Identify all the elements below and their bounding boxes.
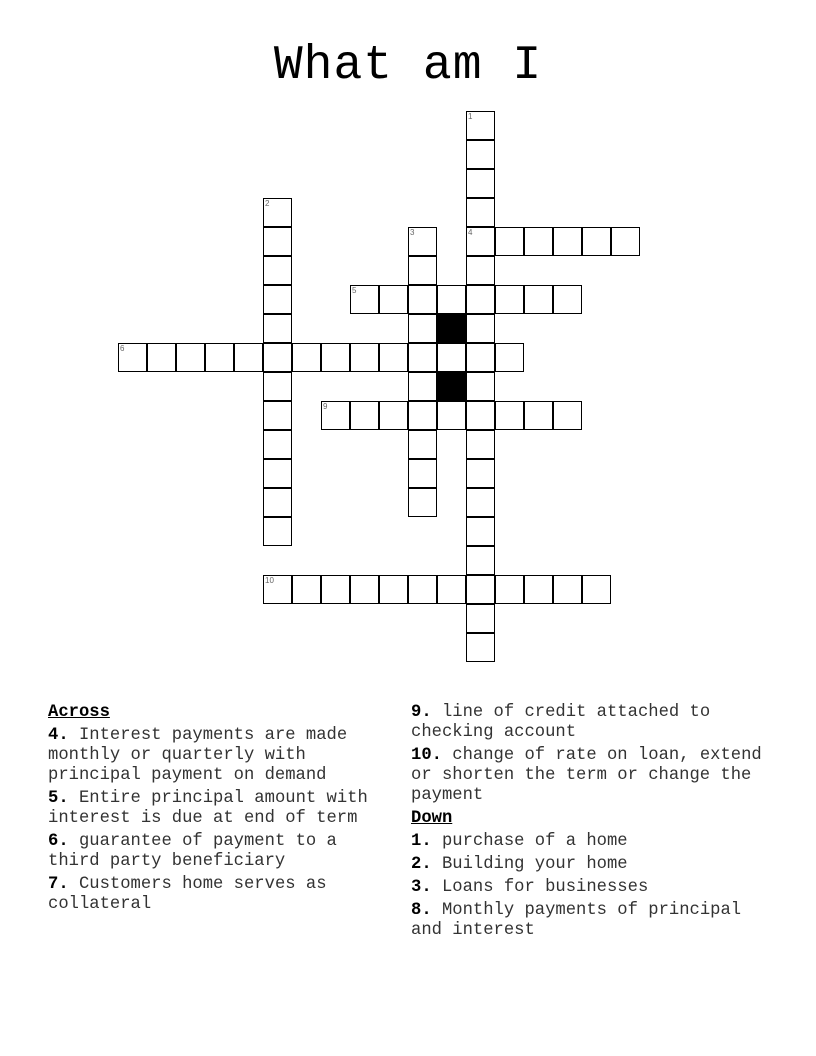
grid-cell[interactable]	[466, 459, 495, 488]
grid-cell[interactable]	[263, 488, 292, 517]
grid-cell[interactable]	[263, 459, 292, 488]
grid-cell[interactable]	[524, 227, 553, 256]
clue-across-5	[48, 789, 393, 829]
grid-cell[interactable]	[466, 198, 495, 227]
grid-cell[interactable]	[408, 575, 437, 604]
grid-cell[interactable]	[466, 343, 495, 372]
grid-cell[interactable]	[379, 401, 408, 430]
clue-number: 9.	[411, 703, 432, 722]
cell-number: 4	[468, 228, 473, 237]
grid-cell[interactable]	[437, 575, 466, 604]
grid-cell[interactable]	[379, 285, 408, 314]
grid-cell[interactable]	[408, 256, 437, 285]
grid-cell[interactable]	[466, 488, 495, 517]
clue-text: Monthly payments of principal and interest	[411, 901, 742, 940]
grid-cell[interactable]	[408, 285, 437, 314]
clue-text: guarantee of payment to a third party beneficiary	[48, 832, 337, 871]
grid-cell[interactable]	[408, 314, 437, 343]
grid-cell[interactable]	[553, 227, 582, 256]
cell-number: 5	[352, 286, 357, 295]
cell-number: 9	[323, 402, 328, 411]
grid-cell[interactable]	[379, 343, 408, 372]
grid-cell[interactable]	[292, 343, 321, 372]
clue-number: 1.	[411, 832, 432, 851]
clue-text: Loans for businesses	[441, 878, 649, 897]
clue-text: change of rate on loan, extend or shorten the term or change the payment	[411, 746, 762, 805]
clue-text: Interest payments are made monthly or quarterly with principal payment on demand	[48, 726, 348, 785]
grid-cell[interactable]	[350, 343, 379, 372]
grid-cell[interactable]	[553, 401, 582, 430]
clue-down-2	[411, 855, 781, 875]
clue-number: 10.	[411, 746, 442, 765]
grid-cell[interactable]	[466, 401, 495, 430]
grid-cell[interactable]	[524, 575, 553, 604]
grid-cell[interactable]	[466, 575, 495, 604]
grid-cell[interactable]	[466, 256, 495, 285]
clue-text: Building your home	[441, 855, 628, 874]
cell-number: 3	[410, 228, 415, 237]
grid-cell[interactable]	[466, 111, 495, 140]
grid-cell[interactable]	[466, 430, 495, 459]
cell-number: 10	[265, 576, 274, 585]
grid-cell[interactable]	[350, 285, 379, 314]
grid-cell[interactable]	[350, 575, 379, 604]
grid-block	[437, 314, 466, 343]
grid-cell[interactable]	[582, 227, 611, 256]
grid-cell[interactable]	[263, 575, 292, 604]
grid-cell[interactable]	[408, 401, 437, 430]
grid-cell[interactable]	[263, 401, 292, 430]
grid-cell[interactable]	[524, 285, 553, 314]
grid-cell[interactable]	[263, 314, 292, 343]
clues-left-column	[48, 703, 393, 918]
grid-cell[interactable]	[263, 517, 292, 546]
grid-cell[interactable]	[263, 198, 292, 227]
grid-cell[interactable]	[495, 401, 524, 430]
grid-cell[interactable]	[321, 575, 350, 604]
grid-cell[interactable]	[495, 343, 524, 372]
grid-cell[interactable]	[263, 227, 292, 256]
grid-cell[interactable]	[437, 285, 466, 314]
grid-cell[interactable]	[408, 343, 437, 372]
cell-number: 6	[120, 344, 125, 353]
clue-number: 8.	[411, 901, 432, 920]
clue-number: 6.	[48, 832, 69, 851]
clue-number: 3.	[411, 878, 432, 897]
grid-cell[interactable]	[263, 343, 292, 372]
grid-cell[interactable]	[466, 285, 495, 314]
grid-cell[interactable]	[495, 227, 524, 256]
grid-cell[interactable]	[524, 401, 553, 430]
grid-cell[interactable]	[466, 372, 495, 401]
grid-cell[interactable]	[437, 343, 466, 372]
grid-cell[interactable]	[408, 459, 437, 488]
grid-cell[interactable]	[147, 343, 176, 372]
grid-cell[interactable]	[495, 285, 524, 314]
grid-cell[interactable]	[118, 343, 147, 372]
clue-number: 2.	[411, 855, 432, 874]
clues-right-column	[411, 703, 781, 944]
clue-down-3	[411, 878, 781, 898]
grid-cell[interactable]	[408, 227, 437, 256]
clue-across-4	[48, 726, 393, 786]
clue-number: 5.	[48, 789, 69, 808]
clue-text: purchase of a home	[441, 832, 628, 851]
clue-down-1	[411, 832, 781, 852]
down-heading: Down	[411, 809, 453, 828]
clue-text: Entire principal amount with interest is due at end of term	[48, 789, 368, 828]
grid-cell[interactable]	[263, 372, 292, 401]
clue-across-6	[48, 832, 393, 872]
grid-cell[interactable]	[466, 604, 495, 633]
grid-cell[interactable]	[582, 575, 611, 604]
grid-cell[interactable]	[205, 343, 234, 372]
grid-cell[interactable]	[495, 575, 524, 604]
cell-number: 1	[468, 112, 473, 121]
grid-cell[interactable]	[292, 575, 321, 604]
clue-down-8	[411, 901, 781, 941]
grid-cell[interactable]	[466, 517, 495, 546]
grid-cell[interactable]	[350, 401, 379, 430]
grid-cell[interactable]	[466, 633, 495, 662]
clue-across-7	[48, 875, 393, 915]
grid-cell[interactable]	[263, 256, 292, 285]
clue-text: line of credit attached to checking account	[411, 703, 711, 742]
clue-number: 7.	[48, 875, 69, 894]
grid-cell[interactable]	[408, 488, 437, 517]
grid-cell[interactable]	[466, 314, 495, 343]
grid-block	[437, 372, 466, 401]
grid-cell[interactable]	[408, 430, 437, 459]
grid-cell[interactable]	[263, 285, 292, 314]
grid-cell[interactable]	[321, 343, 350, 372]
clue-text: Customers home serves as collateral	[48, 875, 327, 914]
grid-cell[interactable]	[553, 285, 582, 314]
page-title: What am I	[273, 39, 543, 93]
cell-number: 2	[265, 199, 270, 208]
clue-across-10	[411, 746, 781, 806]
grid-cell[interactable]	[263, 430, 292, 459]
grid-cell[interactable]	[466, 227, 495, 256]
grid-cell[interactable]	[466, 546, 495, 575]
grid-cell[interactable]	[408, 372, 437, 401]
grid-cell[interactable]	[437, 401, 466, 430]
grid-cell[interactable]	[611, 227, 640, 256]
grid-cell[interactable]	[321, 401, 350, 430]
across-heading: Across	[48, 703, 110, 722]
grid-cell[interactable]	[466, 169, 495, 198]
grid-cell[interactable]	[466, 140, 495, 169]
clue-across-9	[411, 703, 781, 743]
clue-number: 4.	[48, 726, 69, 745]
grid-cell[interactable]	[379, 575, 408, 604]
grid-cell[interactable]	[553, 575, 582, 604]
grid-cell[interactable]	[234, 343, 263, 372]
grid-cell[interactable]	[176, 343, 205, 372]
